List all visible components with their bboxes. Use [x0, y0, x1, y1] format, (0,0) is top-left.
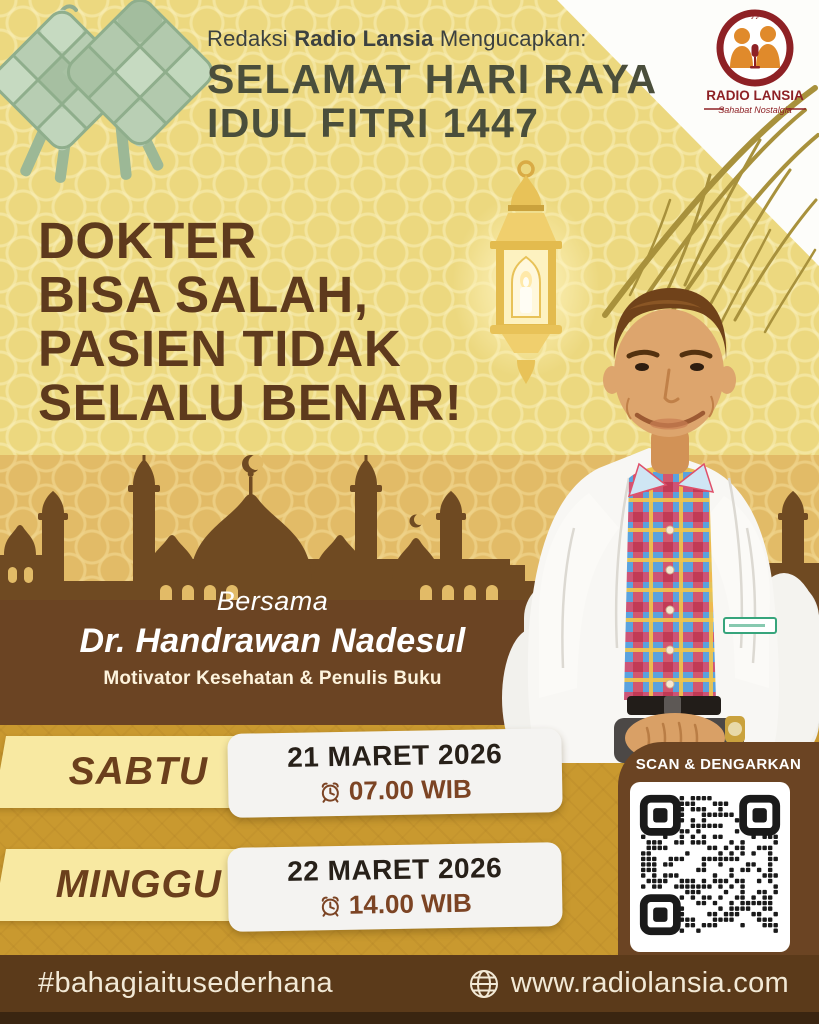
ketupat-icon	[0, 0, 215, 185]
alarm-clock-icon	[319, 894, 341, 916]
alarm-clock-icon	[319, 780, 341, 802]
headline-line: BISA SALAH,	[38, 266, 369, 323]
headline-line: PASIEN TIDAK	[38, 320, 402, 377]
day-label: SABTU	[68, 750, 209, 793]
speaker-name: Dr. Handrawan Nadesul	[79, 622, 466, 660]
headline-line: DOKTER	[38, 212, 257, 269]
redaksi-prefix: Redaksi	[207, 26, 295, 51]
greeting-line-2: IDUL FITRI 1447	[207, 100, 540, 146]
redaksi-line	[207, 26, 587, 52]
speaker-intro: Bersama	[216, 586, 329, 616]
footer-website: www.radiolansia.com	[510, 967, 789, 999]
svg-text:♪♪: ♪♪	[750, 11, 760, 21]
time-text: 07.00 WIB	[348, 773, 472, 806]
website-group	[467, 967, 789, 1001]
footer-strip	[0, 1012, 819, 1024]
redaksi-brand: Radio Lansia	[294, 26, 434, 51]
radio-lansia-logo	[696, 6, 814, 124]
logo-name: RADIO LANSIA	[706, 88, 804, 103]
main-headline	[38, 214, 518, 430]
qr-code	[630, 782, 790, 952]
time-row	[319, 774, 472, 808]
globe-icon	[467, 967, 501, 1001]
date-card-2	[227, 842, 562, 932]
greeting-line-1: SELAMAT HARI RAYA	[207, 56, 658, 102]
speaker-title: Motivator Kesehatan & Penulis Buku	[103, 668, 442, 689]
qr-panel	[630, 782, 790, 952]
time-text: 14.00 WIB	[348, 887, 472, 920]
date-text: 21 MARET 2026	[286, 738, 503, 773]
footer-hashtag: #bahagiaitusederhana	[38, 967, 334, 999]
speaker-block	[0, 586, 545, 690]
day-label: MINGGU	[55, 863, 222, 906]
qr-card	[618, 742, 819, 962]
footer-bar	[0, 955, 819, 1012]
headline-line: SELALU BENAR!	[38, 374, 463, 431]
redaksi-suffix: Mengucapkan:	[433, 26, 587, 51]
qr-title: SCAN & DENGARKAN	[635, 756, 802, 773]
time-row	[319, 888, 472, 922]
logo-tagline: Sahabat Nostalgia	[718, 105, 792, 115]
date-text: 22 MARET 2026	[286, 852, 503, 887]
date-card-1	[227, 728, 562, 818]
